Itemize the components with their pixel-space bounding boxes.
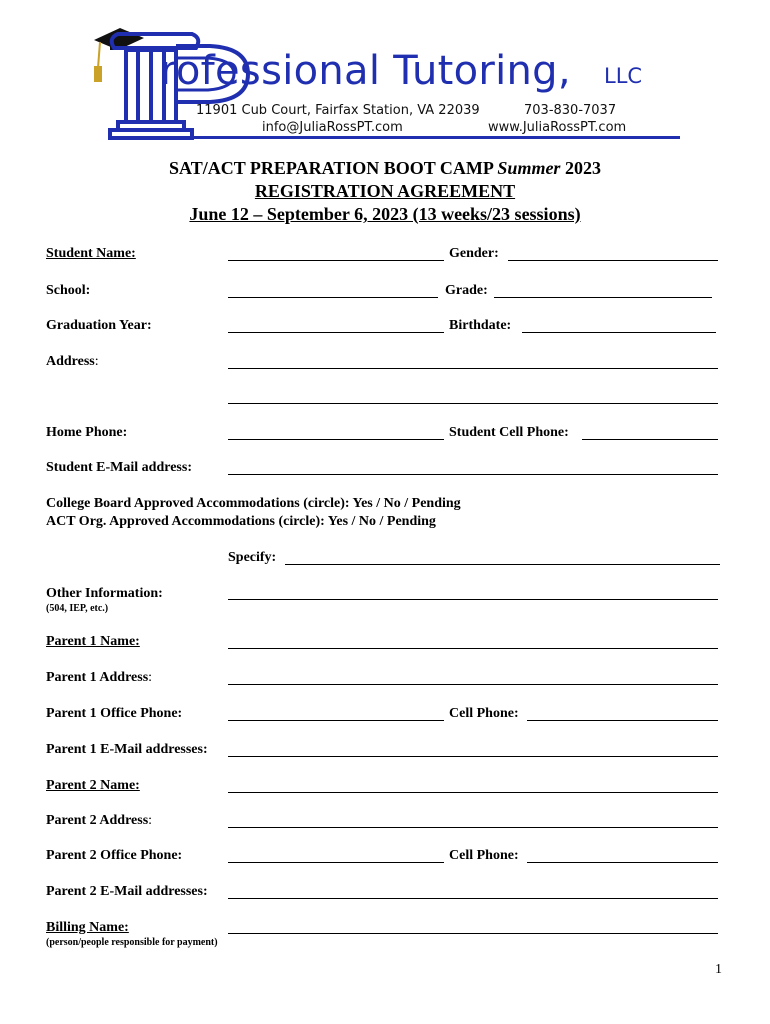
- college-board-accommodations[interactable]: College Board Approved Accommodations (circle): Yes / No / Pending: [46, 496, 461, 511]
- company-website: www.JuliaRossPT.com: [488, 120, 627, 135]
- act-accommodations[interactable]: ACT Org. Approved Accommodations (circle): Yes / No / Pending: [46, 514, 436, 529]
- billing-name-label: Billing Name:: [46, 920, 129, 935]
- grade-field[interactable]: [494, 297, 712, 298]
- parent2-office-phone-label: Parent 2 Office Phone:: [46, 848, 183, 863]
- parent1-name-label: Parent 1 Name:: [46, 634, 140, 649]
- company-address: 11901 Cub Court, Fairfax Station, VA 22039: [196, 103, 480, 118]
- billing-name-sublabel: (person/people responsible for payment): [46, 937, 218, 948]
- parent2-address-field[interactable]: [228, 827, 718, 828]
- birthdate-field[interactable]: [522, 332, 716, 333]
- document-title: [0, 158, 770, 179]
- billing-name-field[interactable]: [228, 933, 718, 934]
- address-line-1-field[interactable]: [228, 368, 718, 369]
- letterhead-rule: [165, 136, 680, 139]
- graduation-year-label: Graduation Year:: [46, 318, 152, 333]
- parent2-email-field[interactable]: [228, 898, 718, 899]
- document-subtitle: REGISTRATION AGREEMENT: [254, 181, 516, 201]
- parent2-cell-phone-label: Cell Phone:: [449, 848, 519, 863]
- parent2-cell-phone-field[interactable]: [527, 862, 718, 863]
- student-name-field[interactable]: [228, 260, 444, 261]
- other-information-sublabel: (504, IEP, etc.): [46, 603, 109, 614]
- company-phone: 703-830-7037: [524, 103, 617, 118]
- document-dates: June 12 – September 6, 2023 (13 weeks/23 sessions): [189, 204, 581, 224]
- title-season: Summer: [497, 158, 561, 178]
- other-information-label: Other Information:: [46, 586, 163, 601]
- home-phone-label: Home Phone:: [46, 425, 128, 440]
- student-cell-phone-field[interactable]: [582, 439, 718, 440]
- parent1-cell-phone-field[interactable]: [527, 720, 718, 721]
- grade-label: Grade:: [445, 283, 488, 298]
- birthdate-label: Birthdate:: [449, 318, 512, 333]
- parent1-office-phone-field[interactable]: [228, 720, 444, 721]
- company-suffix: LLC: [604, 64, 643, 88]
- parent1-office-phone-label: Parent 1 Office Phone:: [46, 706, 183, 721]
- address-label-text: Address: [46, 354, 95, 369]
- letterhead: [0, 0, 770, 150]
- company-email: info@JuliaRossPT.com: [262, 120, 403, 135]
- parent2-address-label-text: Parent 2 Address: [46, 813, 149, 828]
- parent1-address-field[interactable]: [228, 684, 718, 685]
- student-cell-phone-label: Student Cell Phone:: [449, 425, 569, 440]
- title-year: 2023: [564, 158, 601, 178]
- student-email-field[interactable]: [228, 474, 718, 475]
- address-label-colon: :: [94, 354, 99, 369]
- specify-label: Specify:: [228, 550, 277, 565]
- home-phone-field[interactable]: [228, 439, 444, 440]
- school-label: School:: [46, 283, 91, 298]
- parent2-email-label: Parent 2 E-Mail addresses:: [46, 884, 208, 899]
- page-number: 1: [715, 962, 722, 977]
- student-name-label: Student Name:: [46, 246, 136, 261]
- gender-field[interactable]: [508, 260, 718, 261]
- parent1-name-field[interactable]: [228, 648, 718, 649]
- parent1-email-field[interactable]: [228, 756, 718, 757]
- company-name: rofessional Tutoring,: [160, 48, 571, 94]
- parent1-cell-phone-label: Cell Phone:: [449, 706, 519, 721]
- student-email-label: Student E-Mail address:: [46, 460, 192, 475]
- parent1-address-label: [46, 670, 152, 686]
- graduation-year-field[interactable]: [228, 332, 444, 333]
- parent2-address-label: [46, 813, 152, 829]
- gender-label: Gender:: [449, 246, 499, 261]
- parent2-address-label-colon: :: [148, 813, 153, 828]
- school-field[interactable]: [228, 297, 438, 298]
- parent1-address-label-text: Parent 1 Address: [46, 670, 149, 685]
- parent2-name-label: Parent 2 Name:: [46, 778, 140, 793]
- parent2-office-phone-field[interactable]: [228, 862, 444, 863]
- address-line-2-field[interactable]: [228, 403, 718, 404]
- address-label: [46, 354, 99, 370]
- other-information-field[interactable]: [228, 599, 718, 600]
- specify-field[interactable]: [285, 564, 720, 565]
- parent2-name-field[interactable]: [228, 792, 718, 793]
- parent1-email-label: Parent 1 E-Mail addresses:: [46, 742, 208, 757]
- parent1-address-label-colon: :: [148, 670, 153, 685]
- title-program: SAT/ACT PREPARATION BOOT CAMP: [169, 158, 493, 178]
